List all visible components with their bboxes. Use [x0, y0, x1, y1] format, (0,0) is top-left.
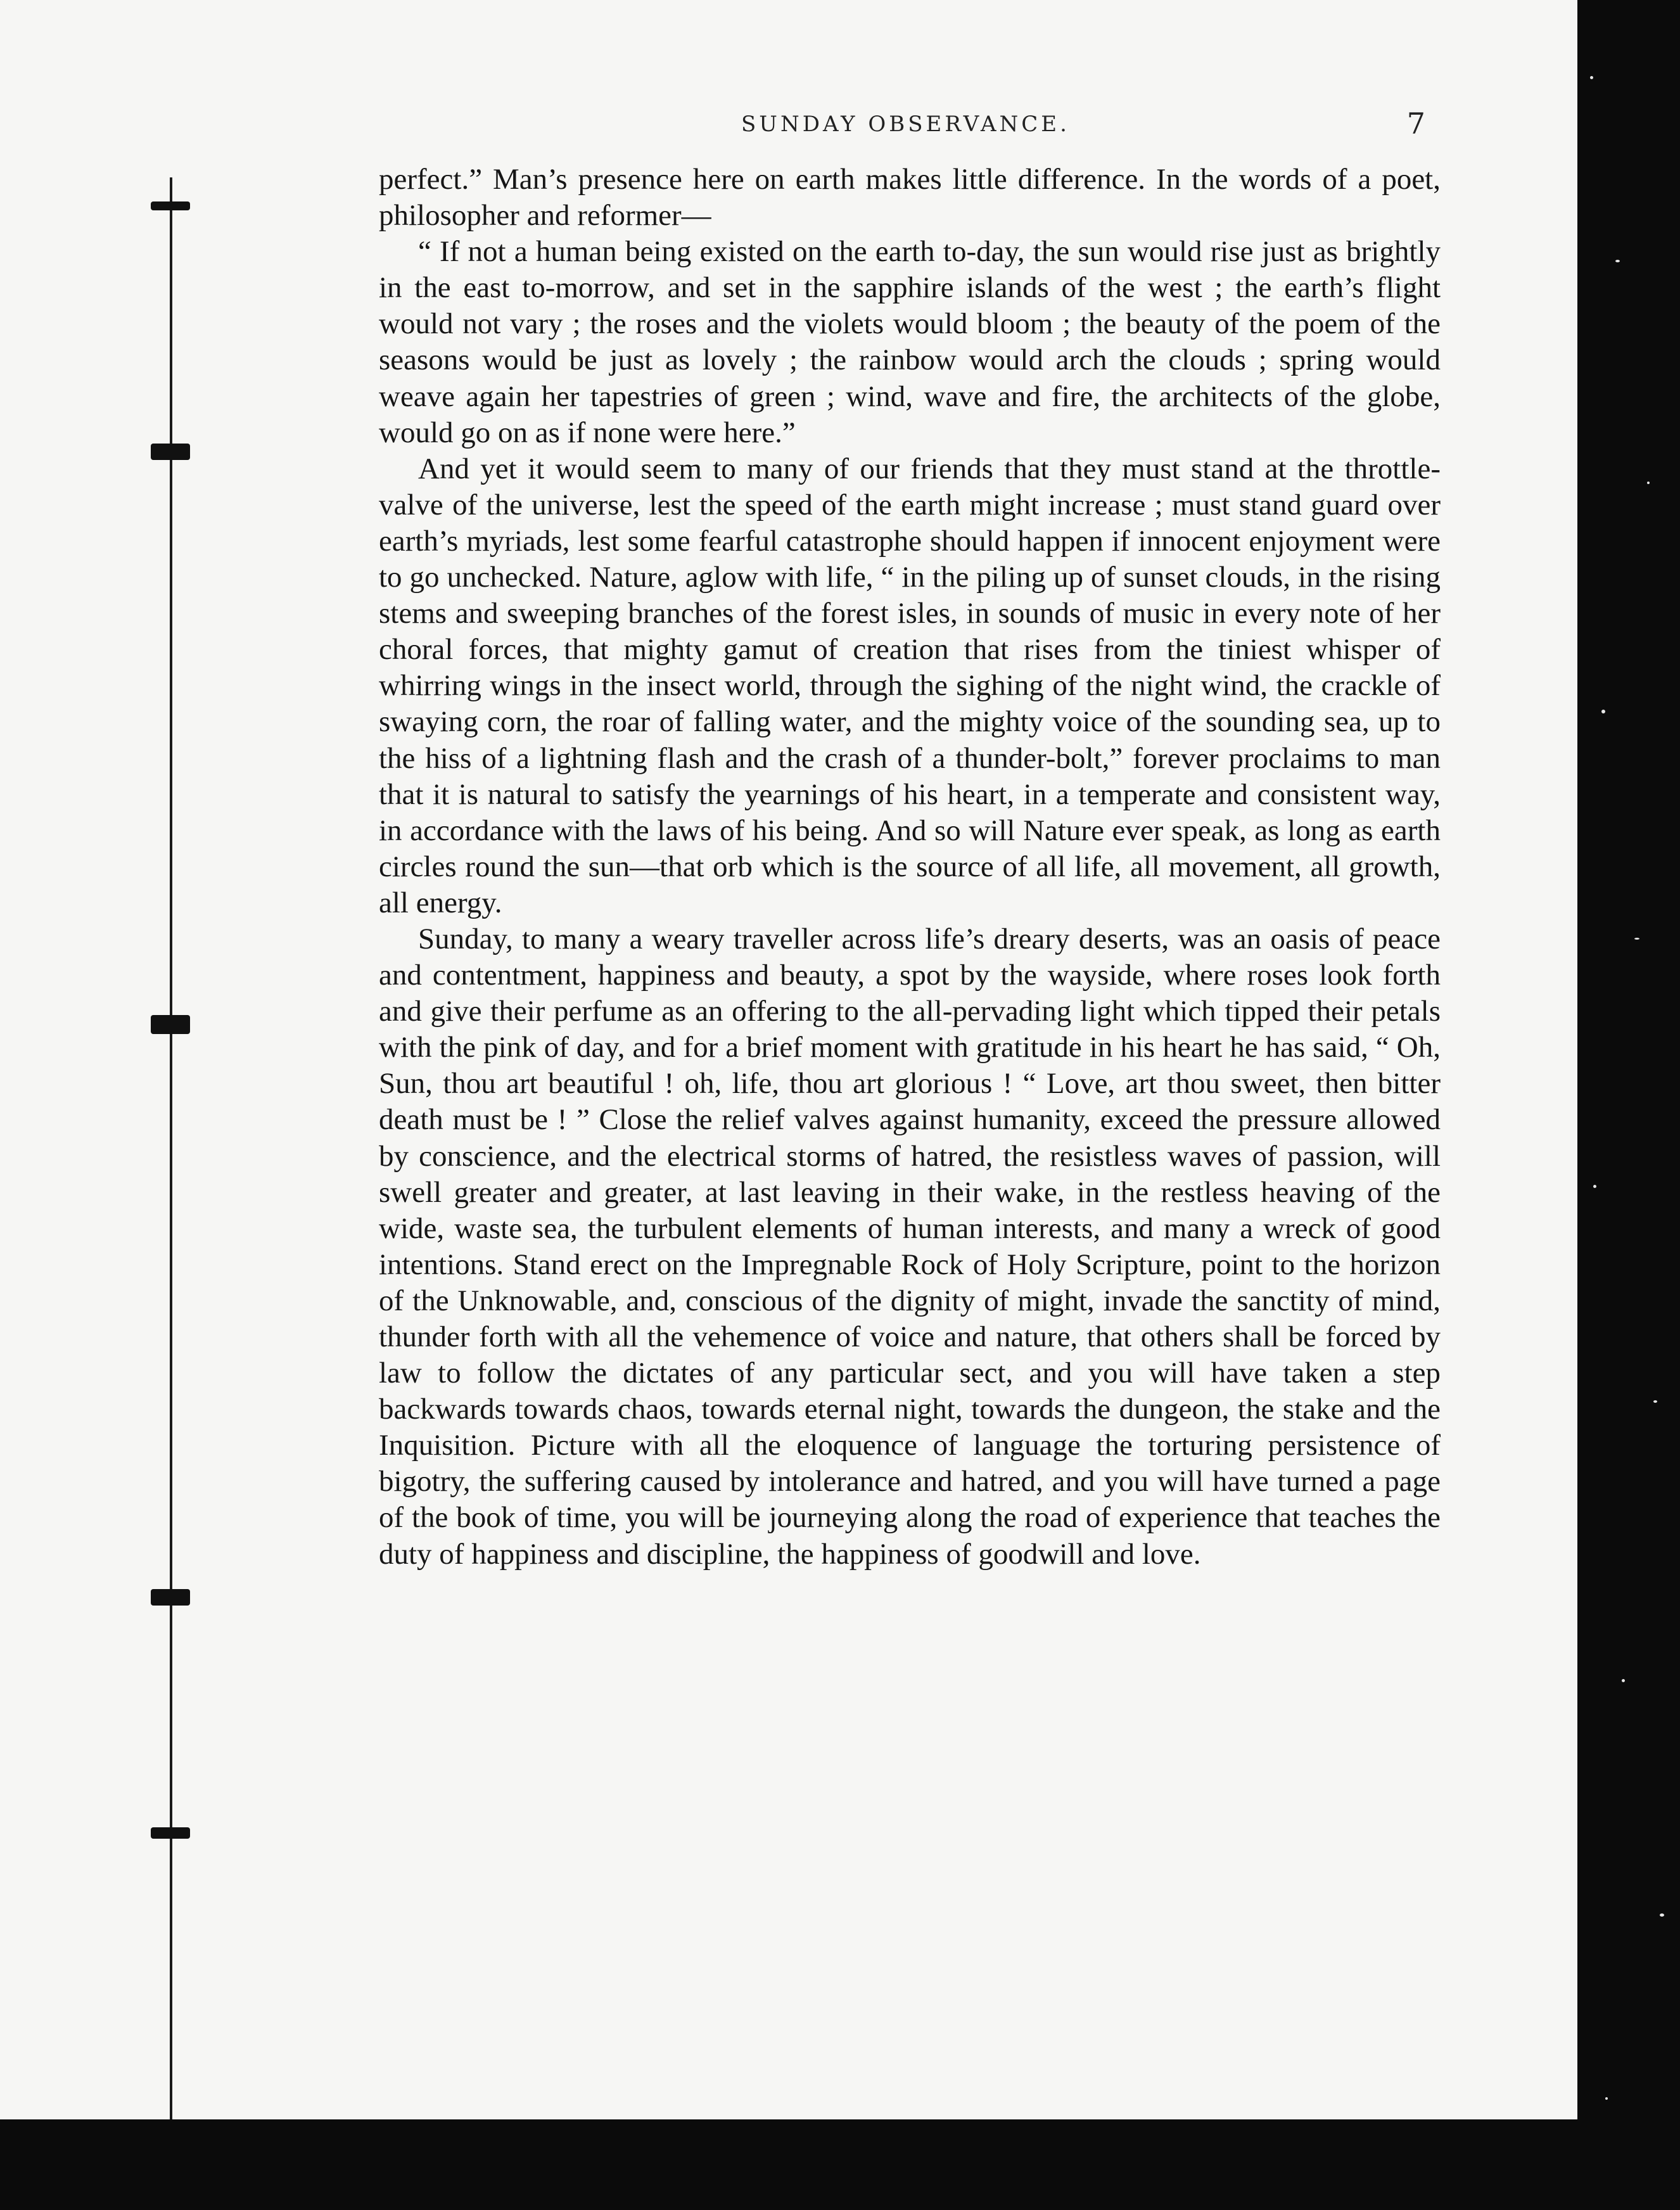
binding-stitch: [151, 1589, 190, 1606]
paragraph: Sunday, to many a weary traveller across life’s dreary deserts, was an oasis of peace and contentment, happiness and beauty, a spot by the wayside, where roses look forth and give their perfume as an offering to the all-pervading light which tipped their petals with the pink of day, and for a brief moment with gratitude in his heart he has said, “ Oh, Sun, thou art beautiful ! oh, life, thou art glorious ! “ Love, art thou sweet, then bitter death must be ! ” Close the relief valves against humanity, exceed the pressure allowed by conscience, and the electrical storms of hatred, the resistless waves of passion, will swell greater and greater, at last leaving in their wake, in the restless heaving of the wide, waste sea, the turbulent elements of human interests, and many a wreck of good intentions. Stand erect on the Impregnable Rock of Holy Scripture, point to the horizon of the Unknowable, and, conscious of the dignity of might, invade the sanctity of mind, thunder forth with all the vehemence of voice and nature, that others shall be forced by law to follow the dictates of any particular sect, and you will have taken a step backwards towards chaos, towards eternal night, towards the dungeon, the stake and the Inquisition. Picture with all the eloquence of language the torturing persistence of bigotry, the suffering caused by intolerance and hatred, and you will have turned a page of the book of time, you will be journeying along the road of experience that teaches the duty of happiness and discipline, the happiness of goodwill and love.: [379, 922, 1441, 1571]
dust-speck: [1660, 1913, 1664, 1917]
dust-speck: [1593, 1185, 1596, 1188]
binding-stitch: [151, 444, 190, 460]
dust-speck: [1605, 2097, 1608, 2100]
binding-stitch: [151, 201, 190, 210]
running-head-title: SUNDAY OBSERVANCE.: [741, 112, 1070, 137]
page-number: 7: [1406, 106, 1425, 141]
binding-stitch: [151, 1827, 190, 1839]
dust-speck: [1634, 938, 1639, 940]
binding-stitch: [151, 1015, 190, 1034]
dust-speck: [1622, 1679, 1625, 1682]
dust-speck: [1590, 76, 1593, 79]
paragraph: perfect.” Man’s presence here on earth makes little difference. In the words of a poet, philosopher and reformer—: [379, 163, 1441, 233]
scan-border-bottom: [0, 2119, 1680, 2210]
dust-speck: [1647, 482, 1650, 484]
dust-speck: [1601, 710, 1605, 713]
body-text: [379, 162, 1441, 1573]
scan-border-right: [1577, 0, 1680, 2210]
running-head: [380, 106, 1425, 144]
dust-speck: [1615, 260, 1620, 262]
quotation-paragraph: “ If not a human being existed on the earth to-day, the sun would rise just as brightly in the east to-morrow, and set in the sapphire islands of the west ; the earth’s flight would not vary ; the roses and the violets would bloom ; the beauty of the poem of the seasons would be just as lovely ; the rainbow would arch the clouds ; spring would weave again her tapestries of green ; wind, wave and fire, the architects of the globe, would go on as if none were here.”: [379, 235, 1441, 449]
dust-speck: [1653, 1400, 1657, 1403]
paragraph: And yet it would seem to many of our friends that they must stand at the throttle-valve of the universe, lest the speed of the earth might increase ; must stand guard over earth’s myriads, lest some fearful catastrophe should happen if innocent enjoyment were to go unchecked. Nature, aglow with life, “ in the piling up of sunset clouds, in the rising stems and sweeping branches of the forest isles, in sounds of music in every note of her choral forces, that mighty gamut of creation that rises from the tiniest whisper of whirring wings in the insect world, through the sighing of the night wind, the crackle of swaying corn, the roar of falling water, and the mighty voice of the sounding sea, up to the hiss of a lightning flash and the crash of a thunder-bolt,” forever proclaims to man that it is natural to satisfy the yearnings of his heart, in a temperate and consistent way, in accordance with the laws of his being. And so will Nature ever speak, as long as earth circles round the sun—that orb which is the source of all life, all movement, all growth, all energy.: [379, 452, 1441, 919]
